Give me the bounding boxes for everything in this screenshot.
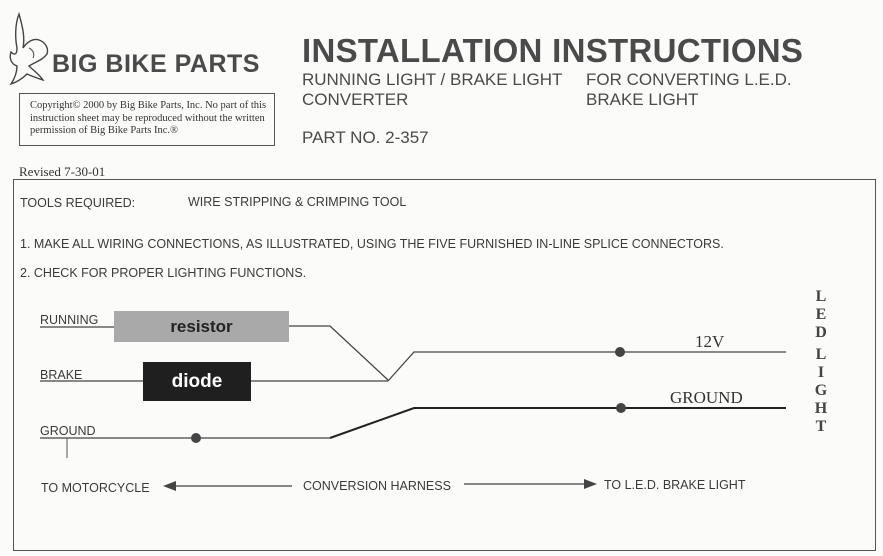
- brand-name: BIG BIKE PARTS: [52, 50, 260, 78]
- to-motorcycle-label: TO MOTORCYCLE: [41, 481, 150, 495]
- ground-label-left: GROUND: [40, 424, 96, 438]
- subtitle-right-2: BRAKE LIGHT: [586, 90, 699, 109]
- step-1: 1. MAKE ALL WIRING CONNECTIONS, AS ILLUSTRATED, USING THE FIVE FURNISHED IN-LINE SPLICE CONNECTORS.: [20, 237, 724, 251]
- resistor-block: resistor: [114, 311, 289, 342]
- step-2: 2. CHECK FOR PROPER LIGHTING FUNCTIONS.: [20, 266, 307, 280]
- led-light-label: [812, 288, 832, 436]
- diode-block: diode: [143, 362, 251, 401]
- splice-connector-ground-right: [616, 403, 626, 413]
- subtitle-left-2: CONVERTER: [302, 90, 409, 109]
- splice-connector-ground-left: [191, 433, 201, 443]
- subtitle-left-1: RUNNING LIGHT / BRAKE LIGHT: [302, 70, 563, 89]
- arrow-right-head: [584, 479, 597, 489]
- revised-date: Revised 7-30-01: [19, 164, 106, 179]
- tools-label: TOOLS REQUIRED:: [20, 196, 136, 210]
- conversion-harness-label: CONVERSION HARNESS: [303, 479, 451, 493]
- resistor-output-wire: [289, 326, 388, 380]
- tools-value: WIRE STRIPPING & CRIMPING TOOL: [188, 195, 407, 209]
- arrow-left-head: [163, 481, 176, 491]
- brake-label: BRAKE: [40, 368, 83, 382]
- subtitle-right-1: FOR CONVERTING L.E.D.: [586, 70, 792, 89]
- twelve-v-wire: [388, 352, 786, 381]
- running-label: RUNNING: [40, 313, 99, 327]
- page-title: INSTALLATION INSTRUCTIONS: [302, 32, 804, 69]
- twelve-v-label: 12V: [695, 332, 725, 351]
- part-number: PART NO. 2-357: [302, 128, 429, 147]
- copyright-box: Copyright© 2000 by Big Bike Parts, Inc. No part of this instruction sheet may be reproduced without the written permission of Big Bike Parts Inc.®: [19, 93, 275, 146]
- to-led-label: TO L.E.D. BRAKE LIGHT: [604, 478, 746, 492]
- splice-connector-12v: [615, 347, 625, 357]
- ground-wire-right: [330, 408, 786, 438]
- ground-label-right: GROUND: [670, 388, 743, 407]
- led-light-text: L E D L I G H T: [814, 288, 830, 435]
